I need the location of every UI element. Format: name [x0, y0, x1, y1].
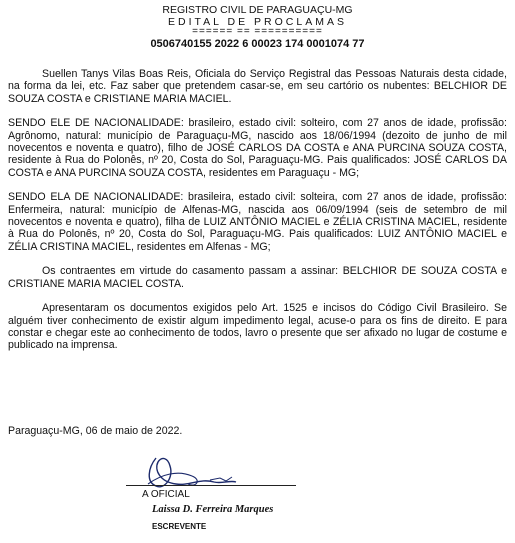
document-header — [0, 0, 515, 50]
contract-paragraph: Os contraentes em virtude do casamento passam a assinar: BELCHIOR DE SOUZA COSTA e CRISTIANE MARIA MACIEL COSTA. — [8, 265, 507, 290]
oficial-label: A OFICIAL — [142, 489, 190, 500]
registry-title: REGISTRO CIVIL DE PARAGUAÇU-MG — [162, 4, 353, 16]
title-underline: ====== == ========== — [192, 26, 323, 37]
escrevente-role: ESCREVENTE — [152, 522, 207, 531]
edital-title: EDITAL DE PROCLAMAS — [168, 16, 347, 28]
document-date: Paraguaçu-MG, 06 de maio de 2022. — [8, 425, 183, 437]
document-body — [8, 68, 507, 364]
bride-paragraph: SENDO ELA DE NACIONALIDADE: brasileira, estado civil: solteira, com 27 anos de idade, profissão: Enfermeira, natural: município de Alfenas-MG, nascida aos 06/09/1994 (seis de setembro de mil novecentos e noventa e quatro), filha de LUIZ ANTÔNIO MACIEL e ZÉLIA CRISTINA MACIEL, residente à Rua do Polonês, nº 20, Costa do Sol, Paraguaçu-MG. Pais qualificados: LUIZ ANTÔNIO MACIEL e ZÉLIA CRISTINA MACIEL, residentes em Alfenas - MG; — [8, 191, 507, 253]
escrevente-stamp-name: Laissa D. Ferreira Marques — [152, 504, 274, 515]
signature-line — [126, 485, 296, 486]
signature-block — [118, 448, 308, 540]
intro-paragraph: Suellen Tanys Vilas Boas Reis, Oficiala do Serviço Registral das Pessoas Naturais desta cidade, na forma da lei, etc. Faz saber que pretendem casar-se, em seu cartório os nubentes: BELCHIOR DE SOUZA COSTA e CRISTIANE MARIA MACIEL. — [8, 68, 507, 105]
registration-code: 0506740155 2022 6 00023 174 0001074 77 — [150, 38, 365, 50]
closing-paragraph: Apresentaram os documentos exigidos pelo Art. 1525 e incisos do Código Civil Brasileiro. Se alguém tiver conhecimento de existir algum impedimento legal, acuse-o para os fins de direito. E para constar e chegar este ao conhecimento de todos, lavro o presente que ser afixado no lugar de costume e publicado na imprensa. — [8, 302, 507, 352]
groom-paragraph: SENDO ELE DE NACIONALIDADE: brasileiro, estado civil: solteiro, com 27 anos de idade, profissão: Agrônomo, natural: município de Paraguaçu-MG, nascido aos 18/06/1994 (dezoito de junho de mil novecentos e noventa e quatro), filho de JOSÉ CARLOS DA COSTA e ANA PURCINA SOUZA COSTA, residente à Rua do Polonês, nº 20, Costa do Sol, Paraguaçu-MG. Pais qualificados: JOSÉ CARLOS DA COSTA e ANA PURCINA SOUZA COSTA, residentes em Paraguaçu - MG; — [8, 117, 507, 179]
